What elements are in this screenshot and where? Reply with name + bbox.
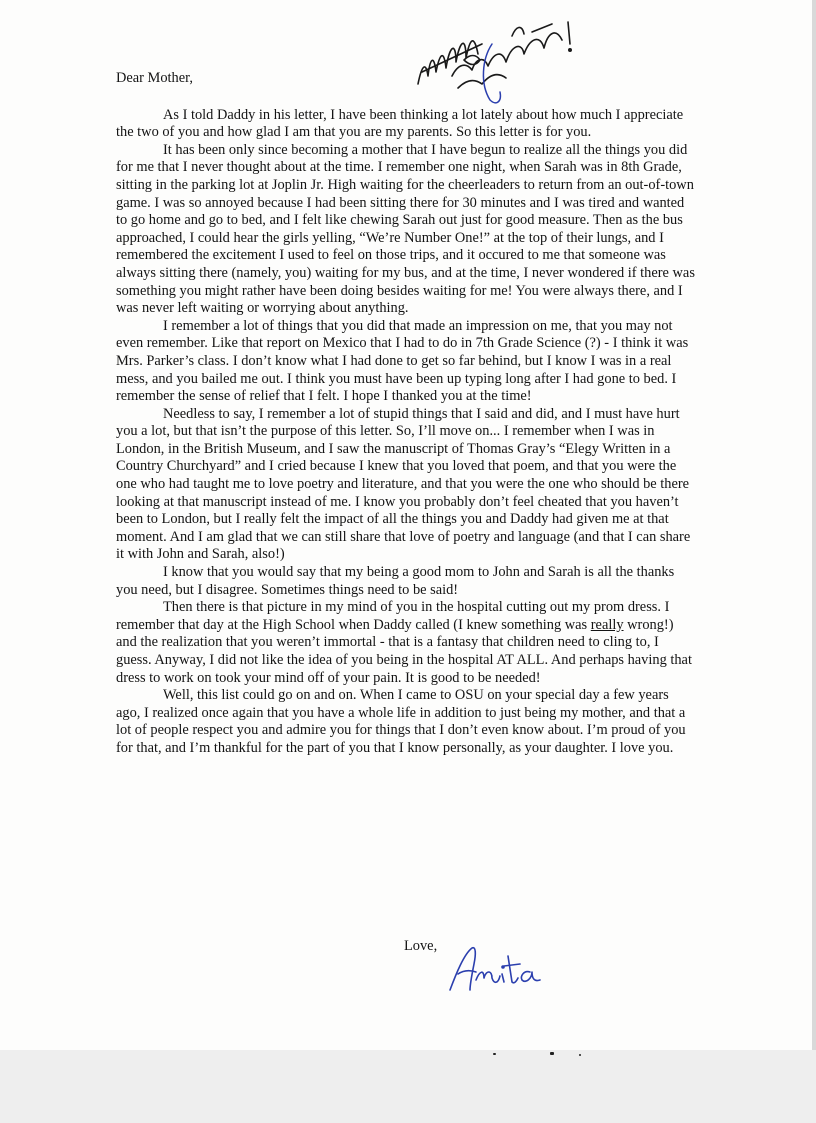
underlined-word: really: [590, 616, 624, 633]
paragraph-7: Well, this list could go on and on. When I came to OSU on your special day a few years ago, I realized once again that you have a whole life in addition to just being my mother, and that a lot of people respect you and admire you for things that I don’t even know about. I’m proud of you for that, and I’m thankful for the part of you that I know personally, as your daughter. I love you.: [116, 687, 686, 756]
paragraph-2: It has been only since becoming a mother that I have begun to realize all the things you did for me that I never thought about at the time. I remember one night, when Sarah was in 8th Grade, sitting in the parking lot at Joplin Jr. High waiting for the cheerleaders to return from an out-of-town game. I was so annoyed because I had been sitting there for 30 minutes and I was tired and wanted to go home and go to bed, and I felt like chewing Sarah out just for good measure. Then as the bus approached, I could hear the girls yelling, “We’re Number One!” at the top of their lungs, and I remembered the excitement I used to feel on those trips, and it occured to me that someone was always sitting there (namely, you) waiting for my bus, and at the time, I never wondered if there was something you might rather have been doing besides waiting for me! You were always there, and I was never left waiting or worrying about anything.: [116, 141, 695, 317]
scan-edge-bottom: [0, 1050, 816, 1123]
paragraph-3: I remember a lot of things that you did that made an impression on me, that you may not even remember. Like that report on Mexico that I had to do in 7th Grade Science (?) - I think it was Mrs. Parker’s class. I don’t know what I had done to get so far behind, but I know I was in a real mess, and you bailed me out. I think you must have been up typing long after I had gone to bed. I remember the sense of relief that I felt. I hope I thanked you at the time!: [116, 317, 689, 405]
salutation: Dear Mother,: [116, 70, 193, 86]
paragraph-5: I know that you would say that my being a good mom to John and Sarah is all the thanks you need, but I disagree. Sometimes things need to be said!: [116, 564, 675, 598]
scan-speck: [550, 1052, 554, 1055]
signature-icon: [446, 940, 546, 1001]
closing: Love,: [404, 938, 438, 954]
letter-body: [116, 70, 696, 758]
scan-speck: [493, 1053, 496, 1055]
scan-edge-right: [812, 0, 816, 1050]
paragraph-4: Needless to say, I remember a lot of stupid things that I said and did, and I must have hurt you a lot, but that isn’t the purpose of this letter. So, I’ll move on... I remember when I was in London, in the British Museum, and I saw the manuscript of Thomas Gray’s “Elegy Written in a Country Churchyard” and I cried because I knew that you loved that poem, and that you were the one who had taught me to love poetry and literature, and that you were the one who should be there looking at that manuscript instead of me. I know you probably don’t feel cheated that you haven’t been to London, but I really felt the impact of all the things you and Daddy had given me at that moment. And I am glad that we can still share that love of poetry and language (and that I can share it with John and Sarah, also!): [116, 405, 691, 563]
paragraph-1: As I told Daddy in his letter, I have been thinking a lot lately about how much I appreciate the two of you and how glad I am that you are my parents. So this letter is for you.: [116, 106, 684, 141]
paragraph-6-text-a: Then there is that picture in my mind of you in the hospital cutting out my prom dress. I remember that day at the High School when Daddy called (I knew something was: [116, 599, 670, 633]
paragraph-6-text-b: wrong!) and the realization that you weren’t immortal - that is a fantasy that children need to cling to, I guess. Anyway, I did not like the idea of you being in the hospital AT ALL. And perhaps having that dress to work on took your mind off of your pain. It is good to be needed!: [116, 616, 692, 686]
paragraph-6: [116, 599, 696, 687]
scan-speck: [579, 1054, 581, 1056]
